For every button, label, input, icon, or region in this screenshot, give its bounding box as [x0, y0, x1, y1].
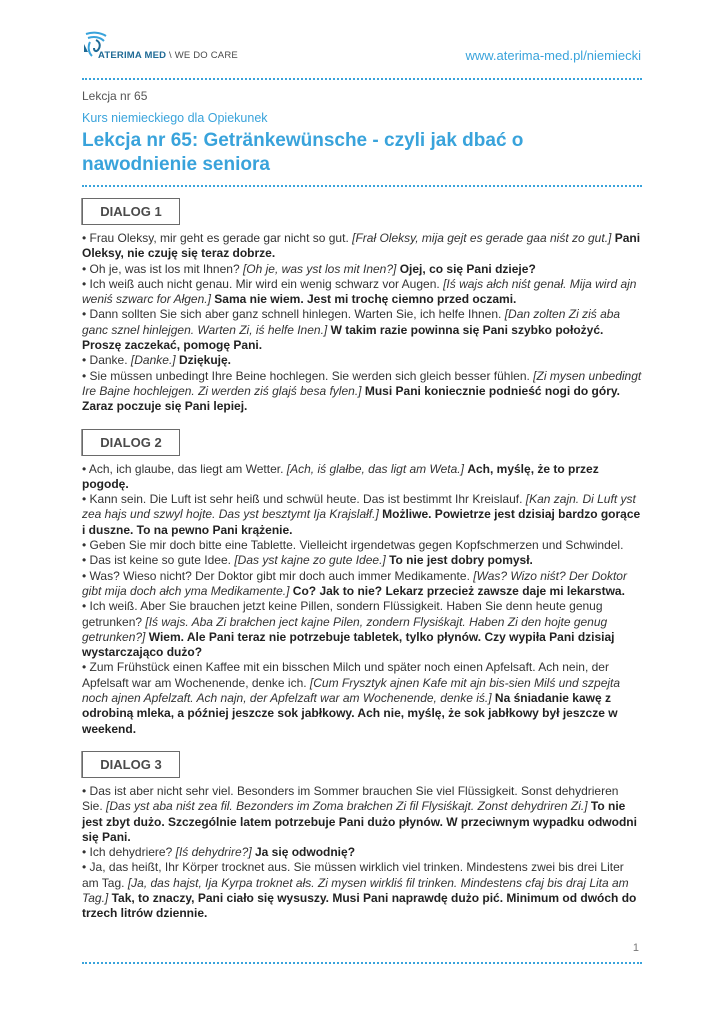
german-text: Ach, ich glaube, das liegt am Wetter.	[88, 461, 284, 476]
dialog-line	[82, 307, 642, 353]
german-text: Dann sollten Sie sich aber ganz schnell hinlegen. Warten Sie, ich helfe Ihnen.	[89, 307, 502, 322]
german-text: Oh je, was ist los mit Ihnen?	[89, 261, 240, 276]
dialog-line	[82, 262, 642, 277]
phonetic-text: [Iś wajs ałch niśt genał. Mija wird ajn weniś szwarc for Ałgen.]	[82, 276, 637, 307]
dialog-line	[82, 660, 642, 736]
phonetic-text: [Dan zolten Zi ziś aba ganc sznel hinlejgen. Warten Zi, iś helfe Inen.]	[82, 307, 621, 337]
bullet: •	[82, 660, 87, 675]
phonetic-text: [Zi mysen unbedingt Ire Bajne hochlejgen. Zi werden ziś glajś besa fylen.]	[82, 368, 642, 398]
polish-translation: To nie jest dobry pomysł.	[389, 553, 533, 568]
polish-translation: Co? Jak to nie? Lekarz przecież zawsze daje mi lekarstwa.	[292, 583, 625, 598]
polish-translation: W takim razie powinna się Pani szybko położyć. Proszę zaczekać, pomogę Pani.	[82, 322, 604, 353]
phonetic-text: [Was? Wizo niśt? Der Doktor gibt mija doch ałch yma Medikamente.]	[82, 568, 627, 598]
dialog-line	[82, 845, 642, 860]
phonetic-text: [Kan zajn. Di Luft yst zea hajs und szwyl hojte. Das yst besztymt Ija Krajslałf.]	[82, 492, 636, 522]
german-text: Ich dehydriere?	[89, 845, 173, 860]
bullet: •	[82, 261, 87, 276]
polish-translation: Ojej, co się Pani dzieje?	[399, 261, 536, 276]
dialog-title: DIALOG 2	[100, 434, 162, 450]
bullet: •	[82, 568, 87, 583]
bullet: •	[82, 553, 87, 568]
polish-translation: Wiem. Ale Pani teraz nie potrzebuje tabletek, tylko płynów. Czy wypiła Pani dzisiaj wystarczająco dużo?	[82, 629, 615, 660]
german-text: Kann sein. Die Luft ist sehr heiß und schwül heute. Das ist bestimmt Ihr Kreislauf.	[89, 492, 523, 507]
bullet: •	[82, 599, 87, 614]
course-name: Kurs niemieckiego dla Opiekunek	[82, 111, 268, 125]
phonetic-text: [Ja, das hajst, Ija Kyrpa troknet ałs. Zi mysen wirkliś fil trinken. Mindestens cfaj bis draj Lita am Tag.]	[82, 875, 629, 905]
bullet: •	[82, 307, 87, 322]
dialog-title: DIALOG 3	[100, 756, 162, 772]
german-text: Was? Wieso nicht? Der Doktor gibt mir doch auch immer Medikamente.	[89, 568, 470, 583]
bullet: •	[82, 492, 87, 507]
polish-translation: Możliwe. Powietrze jest dzisiaj bardzo gorące i duszne. To na pewno Pani krążenie.	[82, 507, 641, 537]
phonetic-text: [Ach, iś glałbe, das ligt am Weta.]	[286, 461, 464, 476]
dialog-lines	[82, 462, 642, 737]
dialog-line	[82, 462, 642, 493]
title-divider	[82, 185, 642, 187]
phonetic-text: [Iś wajs. Aba Zi brałchen ject kajne Pilen, zondern Flysiśkajt. Haben Zi den hojte genug getrunken?]	[82, 614, 608, 644]
german-text: Zum Frühstück einen Kaffee mit ein bisschen Milch und später noch einen Apfelsaft. Ach nein, der Apfelsaft war am Wochenende, denke ich.	[82, 660, 609, 690]
polish-translation: Ach, myślę, że to przez pogodę.	[82, 461, 599, 491]
dialog-title: DIALOG 1	[100, 204, 162, 219]
phonetic-text: [Oh je, was yst los mit Inen?]	[242, 261, 397, 276]
german-text: Sie müssen unbedingt Ihre Beine hochlegen. Sie werden sich gleich besser fühlen.	[89, 368, 530, 383]
polish-translation: Pani Oleksy, nie czuję się teraz dobrze.	[82, 231, 641, 261]
bullet: •	[82, 276, 87, 291]
phonetic-text: [Das yst aba niśt zea fil. Bezonders im Zoma brałchen Zi fil Flysiśkajt. Zonst dehydriren Zi.]	[106, 799, 588, 814]
polish-translation: Tak, to znaczy, Pani ciało się wysuszy. Musi Pani naprawdę dużo pić. Minimum od dwóch do trzech litrów dziennie.	[82, 890, 637, 921]
german-text: Ja, das heißt, Ihr Körper trocknet aus. Sie müssen wirklich viel trinken. Mindestens zwei bis drei Liter am Tag.	[82, 860, 624, 890]
dialog-line	[82, 538, 642, 553]
logo-brand: ATERIMA MED	[98, 50, 167, 61]
polish-translation: Na śniadanie kawę z odrobiną mleka, a później jeszcze sok jabłkowy. Ach nie, myślę, że sok jabłkowy był jeszcze w weekend.	[82, 691, 618, 736]
dialog-line	[82, 353, 642, 368]
bullet: •	[82, 231, 87, 245]
polish-translation: To nie jest zbyt dużo. Szczególnie latem potrzebuje Pani dużo płynów. W przeciwnym wypadku odwodni się Pani.	[82, 799, 637, 844]
german-text: Frau Oleksy, mir geht es gerade gar nicht so gut.	[89, 231, 349, 245]
bullet: •	[82, 845, 87, 860]
phonetic-text: [Danke.]	[130, 353, 176, 368]
dialog-line	[82, 369, 642, 415]
logo-wordmark	[98, 50, 238, 61]
bullet: •	[82, 538, 87, 553]
dialog-line	[82, 492, 642, 538]
dialog-line	[82, 553, 642, 568]
bullet: •	[82, 461, 87, 476]
bullet: •	[82, 368, 87, 383]
dialog-line	[82, 860, 642, 921]
phonetic-text: [Frał Oleksy, mija gejt es gerade gaa niśt zo gut.]	[352, 231, 612, 245]
logo-tagline: \ WE DO CARE	[169, 50, 238, 61]
bullet: •	[82, 860, 87, 875]
german-text: Geben Sie mir doch bitte eine Tablette. Vielleicht irgendetwas gegen Kopfschmerzen und Schwindel.	[89, 538, 624, 553]
german-text: Danke.	[89, 353, 128, 368]
dialog-heading-box	[82, 198, 180, 225]
header-divider	[82, 78, 642, 80]
dialog-heading-box	[82, 751, 180, 778]
dialog-lines	[82, 231, 642, 415]
lesson-label: Lekcja nr 65	[82, 89, 148, 103]
dialog-lines	[82, 784, 642, 922]
dialog-line	[82, 784, 642, 845]
dialog-line	[82, 599, 642, 660]
german-text: Das ist keine so gute Idee.	[89, 553, 231, 568]
german-text: Das ist aber nicht sehr viel. Besonders im Sommer brauchen Sie viel Flüssigkeit. Sonst dehydrieren Sie.	[82, 783, 619, 814]
polish-translation: Sama nie wiem. Jest mi trochę ciemno przed oczami.	[214, 292, 517, 307]
polish-translation: Dziękuję.	[178, 353, 231, 368]
page-title: Lekcja nr 65: Getränkewünsche - czyli jak dbać o nawodnienie seniora	[82, 130, 524, 175]
lesson-content	[82, 88, 642, 922]
polish-translation: Ja się odwodnię?	[255, 845, 356, 860]
phonetic-text: [Das yst kajne zo gute Idee.]	[234, 553, 386, 568]
page-number: 1	[632, 942, 639, 954]
german-text: Ich weiß auch nicht genau. Mir wird ein wenig schwarz vor Augen.	[89, 276, 440, 291]
bullet: •	[82, 353, 87, 368]
logo	[82, 30, 262, 66]
dialog-line	[82, 231, 642, 262]
footer-divider	[82, 962, 642, 964]
german-text: Ich weiß. Aber Sie brauchen jetzt keine Pillen, sondern Flüssigkeit. Haben Sie denn heute genug getrunken?	[82, 599, 603, 629]
bullet: •	[82, 783, 87, 798]
polish-translation: Musi Pani koniecznie podnieść nogi do góry. Zaraz poczuje się Pani lepiej.	[82, 383, 620, 414]
website-link[interactable]: www.aterima-med.pl/niemiecki	[465, 48, 641, 63]
dialog-line	[82, 277, 642, 308]
dialog-line	[82, 569, 642, 600]
phonetic-text: [Iś dehydrire?]	[175, 845, 252, 860]
dialog-heading-box	[82, 429, 180, 456]
phonetic-text: [Cum Frysztyk ajnen Kafe mit ajn bis-sien Milś und szpejta noch ajnen Apfelzaft. Ach najn, der Apfelzaft war am Wochenende, denke iś.]	[82, 675, 621, 706]
